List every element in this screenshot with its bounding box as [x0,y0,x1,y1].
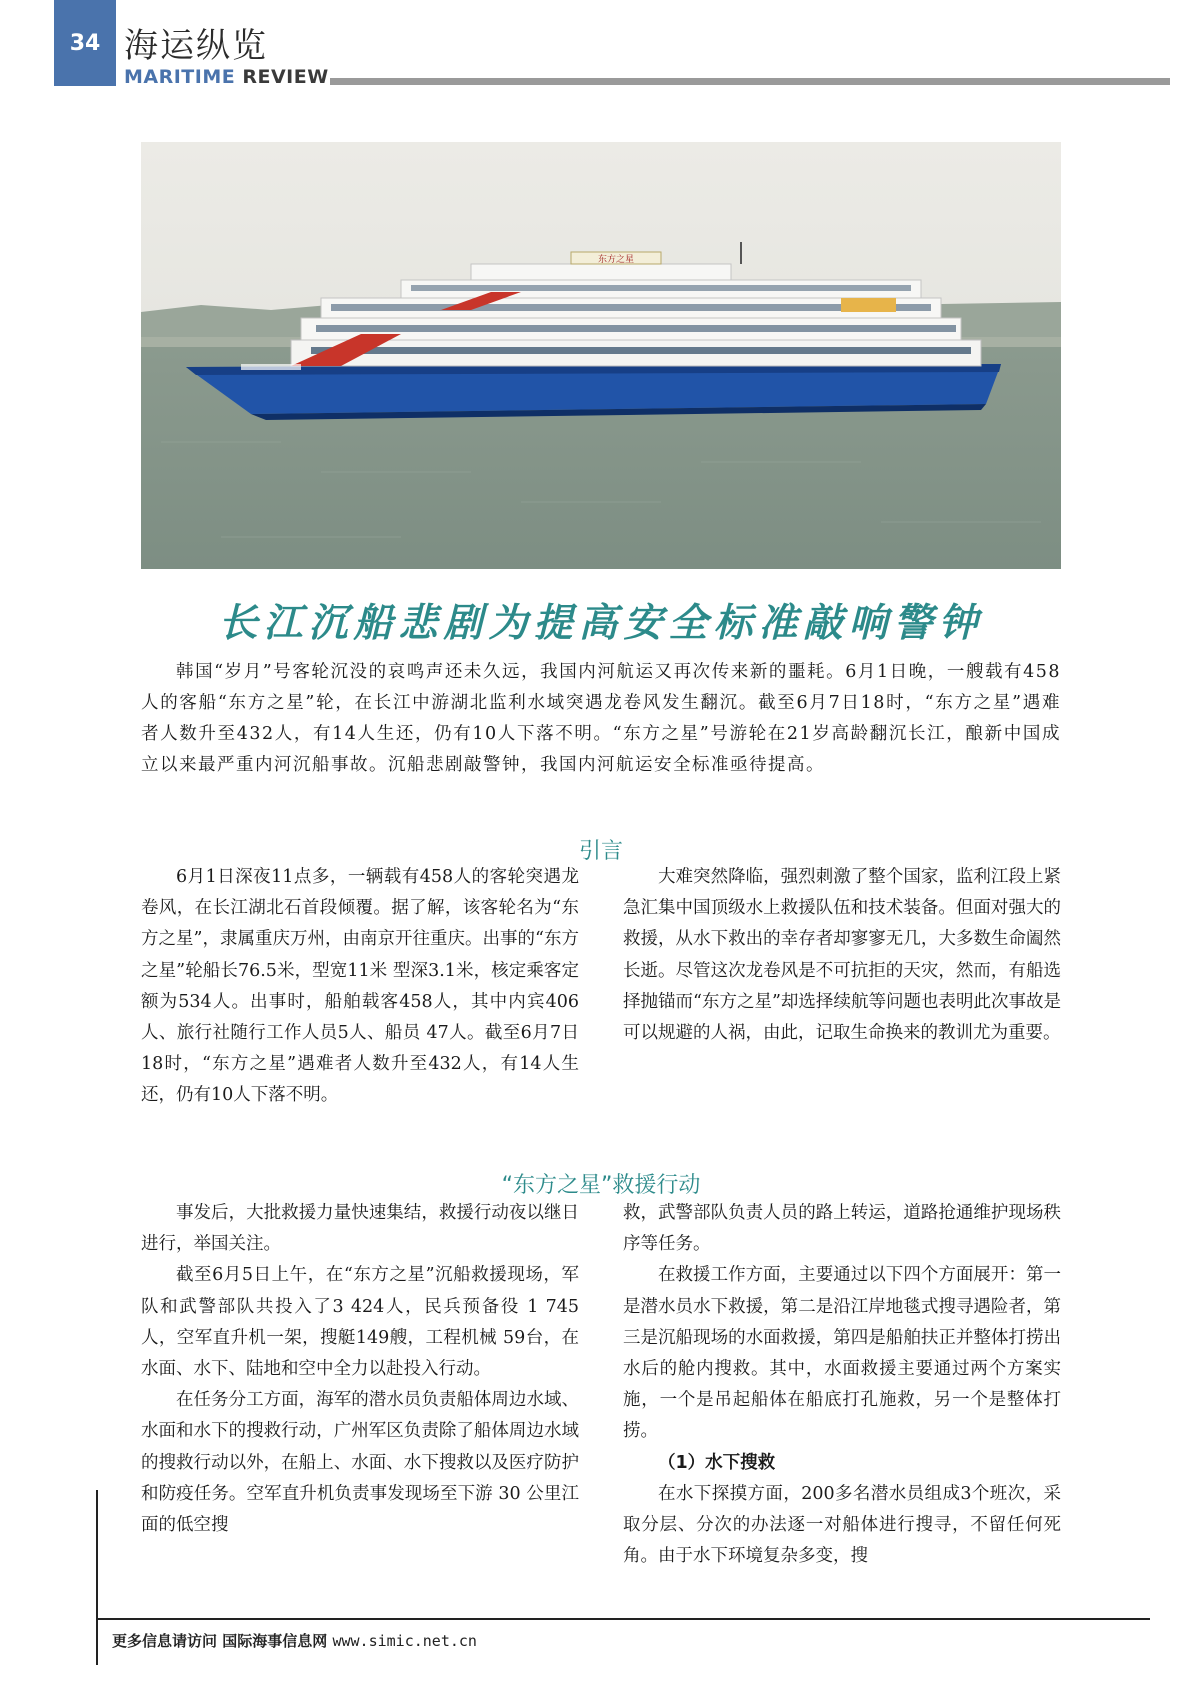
magazine-title: 海运纵览 [124,26,268,66]
paragraph: 大难突然降临，强烈刺激了整个国家，监利江段上紧急汇集中国顶级水上救援队伍和技术装备。但面对强大的救援，从水下救出的幸存者却寥寥无几，大多数生命阖然长逝。尽管这次龙卷风是不可抗拒的天灾，然而，有船选择抛锚而“东方之星”却选择续航等问题也表明此次事故是可以规避的人祸，由此，记取生命换来的教训尤为重要。 [623,867,1061,1044]
lead-text: 韩国“岁月”号客轮沉没的哀鸣声还未久远，我国内河航运又再次传来新的噩耗。6月1日晚，一艘载有458人的客船“东方之星”轮，在长江中游湖北监利水域突遇龙卷风发生翻沉。截至6月7日18时，“东方之星”遇难者人数升至432人，有14人生还，仍有10人下落不明。“东方之星”号游轮在21岁高龄翻沉长江，酿新中国成立以来最严重内河沉船事故。沉船悲剧敲警钟，我国内河航运安全标准亟待提高。 [141,662,1061,775]
intro-left-column [141,862,579,1112]
paragraph: 在水下探摸方面，200多名潜水员组成3个班次，采取分层、分次的办法逐一对船体进行搜寻，不留任何死角。由于水下环境复杂多变，搜 [623,1483,1061,1567]
section-heading-intro: 引言 [578,839,623,864]
magazine-subtitle [124,66,329,88]
subheading-underwater: （1）水下搜救 [658,1452,776,1473]
ship-photo [141,142,1061,569]
header-rule [330,78,1170,85]
margin-rule [96,1490,98,1665]
footer-url[interactable]: www.simic.net.cn [332,1632,477,1650]
ship-name-board: 东方之星 [597,255,635,265]
paragraph: 截至6月5日上午，在“东方之星”沉船救援现场，军队和武警部队共投入了3 424人，民兵预备役 1 745人，空军直升机一架，搜艇149艘，工程机械 59台，在水面、水下、陆地和空中全力以赴投入行动。 [141,1265,579,1380]
footer-text [112,1630,477,1651]
paragraph: 在救援工作方面，主要通过以下四个方面展开：第一是潜水员水下救援，第二是沿江岸地毯式搜寻遇险者，第三是沉船现场的水面救援，第四是船舶扶正并整体打捞出水后的舱内搜救。其中，水面救援主要通过两个方案实施，一个是吊起船体在船底打孔施救，另一个是整体打捞。 [623,1265,1061,1442]
intro-right-column [623,862,1061,1049]
lead-paragraph [141,657,1061,781]
rescue-right-column [623,1198,1061,1572]
page-number: 34 [54,0,116,86]
article-title: 长江沉船悲剧为提高安全标准敲响警钟 [218,600,984,646]
paragraph: 救，武警部队负责人员的路上转运，道路抢通维护现场秩序等任务。 [623,1203,1061,1255]
paragraph: 事发后，大批救援力量快速集结，救援行动夜以继日进行，举国关注。 [141,1203,579,1255]
subtitle-review: REVIEW [235,66,329,88]
paragraph: 在任务分工方面，海军的潜水员负责船体周边水域、水面和水下的搜救行动，广州军区负责除了船体周边水域的搜救行动以外，在船上、水面、水下搜救以及医疗防护和防疫任务。空军直升机负责事发现场至下游 30 公里江面的低空搜 [141,1390,579,1536]
footer-rule [96,1618,1150,1620]
paragraph: 6月1日深夜11点多，一辆载有458人的客轮突遇龙卷风，在长江湖北石首段倾覆。据了解，该客轮名为“东方之星”，隶属重庆万州，由南京开往重庆。出事的“东方之星”轮船长76.5米，型宽11米 型深3.1米，核定乘客定额为534人。出事时，船舶载客458人，其中内宾406人、旅行社随行工作人员5人、船员 47人。截至6月7日18时，“东方之星”遇难者人数升至432人，有14人生还，仍有10人下落不明。 [141,867,579,1106]
section-heading-rescue: “东方之星”救援行动 [501,1173,701,1198]
footer-label: 更多信息请访问 国际海事信息网 [112,1632,333,1650]
subtitle-maritime: MARITIME [124,66,236,88]
rescue-left-column [141,1198,579,1541]
